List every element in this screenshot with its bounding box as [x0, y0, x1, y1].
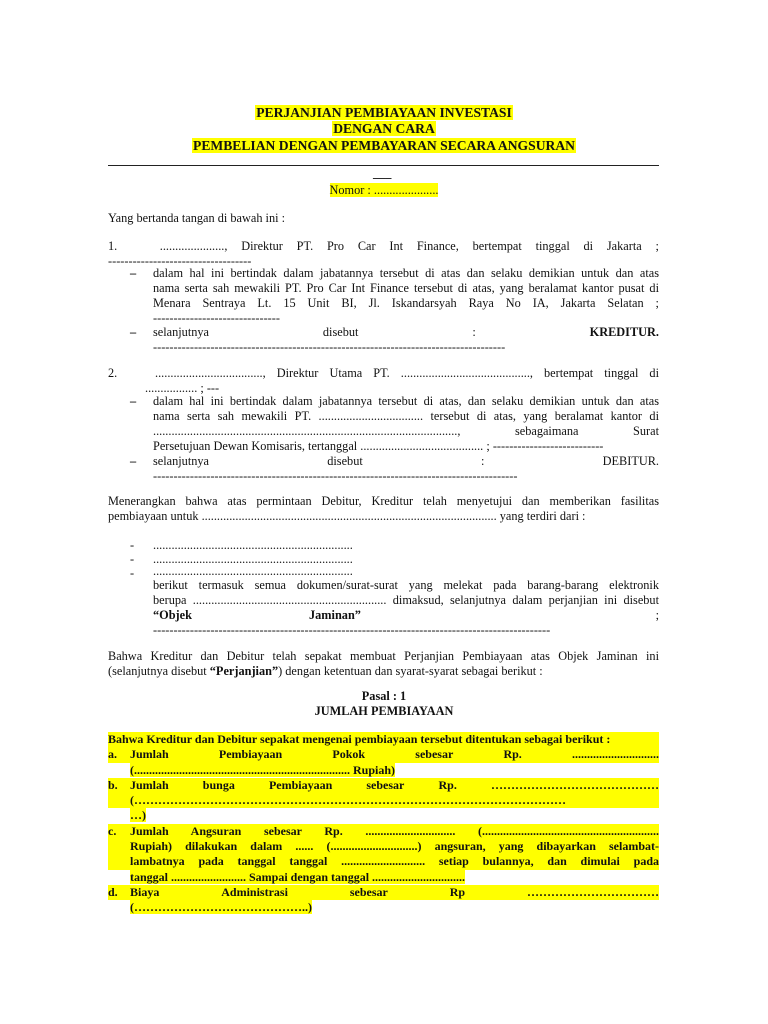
term-d-words	[130, 885, 659, 900]
bahwa-paragraph	[108, 649, 659, 679]
term-b-amount: (………………………………………………………………………………………………	[108, 793, 659, 808]
party-1-word: Jakarta	[606, 239, 642, 253]
clause-word: disebut	[322, 325, 359, 339]
list-item: .................................................................	[153, 552, 353, 566]
clause-word: ...................................................................................................,	[153, 424, 461, 438]
pasal-number: Pasal : 1	[361, 689, 407, 703]
clause-word: Jakarta	[560, 296, 596, 310]
clause-word: ;	[655, 296, 659, 310]
party-2-clause-1	[153, 394, 659, 454]
term-word: Rp	[449, 884, 466, 899]
term-c-line	[108, 824, 659, 839]
party-1-word: PT.	[296, 239, 314, 253]
party-1-clause-1	[153, 266, 659, 326]
party-2-word: PT.	[373, 366, 390, 380]
kreditur-label: KREDITUR.	[589, 325, 659, 339]
term-letter: d.	[108, 884, 118, 899]
party-1-line	[108, 239, 659, 254]
clause-line: nama serta sah mewakili PT. Pro Car Int Finance tersebut di atas, yang beralamat kantor pusat di	[153, 281, 659, 295]
objek-semicolon: ;	[655, 608, 659, 622]
paragraph-text: ) dengan ketentuan dan syarat-syarat sebagai berikut :	[278, 664, 543, 678]
term-word: Pembiayaan	[268, 777, 333, 792]
party-2-line	[108, 366, 659, 381]
party-1-word: tinggal	[535, 239, 570, 253]
party-1-word: Int	[389, 239, 404, 253]
party-2-word: di	[649, 366, 659, 380]
party-1-word: .....................,	[159, 239, 228, 253]
term-letter: c.	[108, 823, 117, 838]
party-1-dashes: -----------------------------------	[108, 254, 252, 268]
term-letter: a.	[108, 747, 117, 762]
list-item: .................................................................	[153, 564, 353, 578]
terms-block	[108, 732, 659, 916]
term-text: …)	[130, 808, 146, 823]
term-d-line	[108, 885, 659, 900]
clause-line	[153, 296, 659, 311]
clause-word: Raya	[468, 296, 494, 310]
bullet-dash: –	[130, 325, 137, 339]
party-2	[108, 366, 659, 396]
term-b-words	[130, 778, 659, 793]
term-letter: b.	[108, 777, 118, 792]
clause-dashes: -------------------------------	[153, 311, 280, 325]
term-word: sebesar	[349, 884, 388, 899]
clause-word: disebut	[327, 454, 363, 468]
perjanjian-term: “Perjanjian”	[209, 664, 279, 678]
clause-word: :	[480, 454, 485, 468]
term-a-amount	[108, 763, 659, 778]
terms-intro	[108, 732, 659, 747]
clause-dashes: --------------------------------------------------------------------------------------	[153, 340, 506, 354]
paragraph-line: pembiayaan untuk ................................................................................................ yang terdiri dari :	[108, 509, 586, 523]
party-1-word: Finance,	[416, 239, 459, 253]
term-text: tanggal ......................... Sampai dengan tanggal ...............................	[130, 869, 466, 884]
objek-word: “Objek	[153, 608, 192, 622]
clause-word: Iskandarsyah	[391, 296, 457, 310]
party-1-word: Pro	[326, 239, 345, 253]
intro-text: Yang bertanda tangan di bawah ini :	[108, 211, 286, 225]
term-word: Rp.	[438, 777, 457, 792]
objek-jaminan-line	[153, 608, 659, 623]
term-word: Jumlah	[130, 747, 169, 762]
list-item: .................................................................	[153, 538, 353, 552]
party-1-word: ;	[655, 239, 659, 253]
term-text: Jumlah Angsuran sebesar Rp. .............................. (...........................................................	[130, 823, 659, 838]
term-d-amount	[108, 900, 659, 915]
clause-word: Unit	[307, 296, 330, 310]
term-a-words	[130, 747, 659, 762]
clause-line	[153, 454, 659, 469]
party-1-word: Direktur	[241, 239, 283, 253]
term-c-line-4	[108, 870, 659, 885]
clause-word: IA,	[532, 296, 549, 310]
party-1	[108, 239, 659, 269]
party-2-word: bertempat	[544, 366, 594, 380]
term-word: ……………………………………	[490, 777, 659, 792]
term-word: Pokok	[332, 747, 366, 762]
term-word: Administrasi	[221, 884, 288, 899]
clause-word: No	[505, 296, 521, 310]
term-word: Pembiayaan	[218, 747, 283, 762]
bullet-dash: –	[130, 454, 137, 468]
term-word: sebesar	[415, 747, 454, 762]
clause-word: Selatan	[607, 296, 644, 310]
paragraph-line	[108, 664, 659, 679]
party-1-clause-2	[153, 325, 659, 355]
party-2-number: 2.	[108, 366, 118, 380]
party-1-number: 1.	[108, 239, 118, 253]
clause-word: selanjutnya	[153, 325, 210, 339]
paragraph-text: (selanjutnya disebut	[108, 664, 210, 678]
clause-word: Sentraya	[202, 296, 246, 310]
menerangkan-paragraph	[108, 494, 659, 524]
clause-line: nama serta sah mewakili PT. .................................. tersebut di atas, yang beralamat kantor di	[153, 409, 659, 423]
term-word: bunga	[202, 777, 235, 792]
term-word: Jumlah	[130, 777, 169, 792]
term-c-line-3: lambatnya pada tanggal tanggal ............................ setiap bulannya, dan dimulai pada	[108, 854, 659, 869]
term-word: .............................	[572, 747, 659, 762]
clause-dashes: -----------------------------------------------------------------------------------------	[153, 469, 518, 483]
items-dashes: -------------------------------------------------------------------------------------------------	[153, 623, 551, 637]
party-1-word: Car	[357, 239, 376, 253]
list-bullet: -	[130, 538, 135, 552]
term-text: (……………………………………..)	[130, 900, 312, 915]
party-2-word: Direktur	[276, 366, 319, 380]
terms-intro-text: Bahwa Kreditur dan Debitur sepakat mengenai pembiayaan tersebut ditentukan sebagai berikut :	[108, 732, 611, 746]
term-word: Biaya	[130, 884, 160, 899]
term-word: ……………………………	[527, 884, 659, 899]
pasal-heading: JUMLAH PEMBIAYAAN	[314, 704, 454, 718]
clause-word: Surat	[633, 424, 659, 438]
term-word: Rp.	[503, 747, 522, 762]
bullet-dash: –	[130, 266, 137, 280]
clause-word: selanjutnya	[153, 454, 210, 468]
paragraph-line: Bahwa Kreditur dan Debitur telah sepakat membuat Perjanjian Pembiayaan atas Objek Jaminan ini	[108, 649, 659, 663]
party-1-word: di	[583, 239, 594, 253]
clause-word: :	[472, 325, 476, 339]
clause-line: dalam hal ini bertindak dalam jabatannya tersebut di atas, dan selaku demikian untuk dan atas	[153, 394, 659, 408]
title-line-3: PEMBELIAN DENGAN PEMBAYARAN SECARA ANGSURAN	[193, 138, 575, 153]
clause-line: Persetujuan Dewan Komisaris, tertanggal ........................................ ; ---------------------------	[153, 439, 604, 453]
term-c-line-2: Rupiah) dilakukan dalam ...... (.............................) angsuran, yang dibayarkan selambat-	[108, 839, 659, 854]
paragraph-line: Menerangkan bahwa atas permintaan Debitur, Kreditur telah menyetujui dan memberikan fasilitas	[108, 494, 659, 508]
party-2-clause-2	[153, 454, 659, 484]
term-b-line	[108, 778, 659, 793]
clause-word: 15	[283, 296, 296, 310]
clause-word: Lt.	[257, 296, 272, 310]
clause-word: BI,	[341, 296, 357, 310]
party-2-word: ..........................................,	[400, 366, 533, 380]
clause-word: Menara	[153, 296, 191, 310]
clause-line: dalam hal ini bertindak dalam jabatannya tersebut di atas dan selaku demikian untuk dan atas	[153, 266, 659, 280]
clause-word: Jl.	[368, 296, 380, 310]
nomor-line: Nomor : .....................	[329, 183, 439, 197]
party-2-word: ...................................,	[155, 366, 266, 380]
list-bullet: -	[130, 566, 135, 580]
term-b-amount-end	[108, 808, 659, 823]
party-1-word: bertempat	[472, 239, 522, 253]
party-2-word: Utama	[329, 366, 363, 380]
items-continuation	[153, 578, 659, 638]
title-line-1: PERJANJIAN PEMBIAYAAN INVESTASI	[256, 105, 512, 120]
term-word: sebesar	[366, 777, 405, 792]
debitur-label: DEBITUR.	[602, 454, 659, 468]
clause-line	[153, 325, 659, 340]
title-line-2: DENGAN CARA	[333, 121, 435, 136]
objek-word: Jaminan”	[309, 608, 361, 622]
clause-line	[153, 424, 659, 439]
bullet-dash: –	[130, 394, 137, 408]
party-2-word: tinggal	[604, 366, 639, 380]
clause-word: sebagaimana	[514, 424, 579, 438]
term-a-line	[108, 747, 659, 762]
paragraph-line: berikut termasuk semua dokumen/surat-surat yang melekat pada barang-barang elektronik	[153, 578, 659, 592]
paragraph-line: berupa ............................................................... dimaksud, selanjutnya dalam perjanjian ini disebut	[153, 593, 659, 607]
underline-mark: ___	[373, 166, 392, 180]
party-2-dashes: ................. ; ---	[145, 381, 220, 395]
term-text: (........................................................................ Rupiah)	[130, 762, 396, 777]
list-bullet: -	[130, 552, 135, 566]
